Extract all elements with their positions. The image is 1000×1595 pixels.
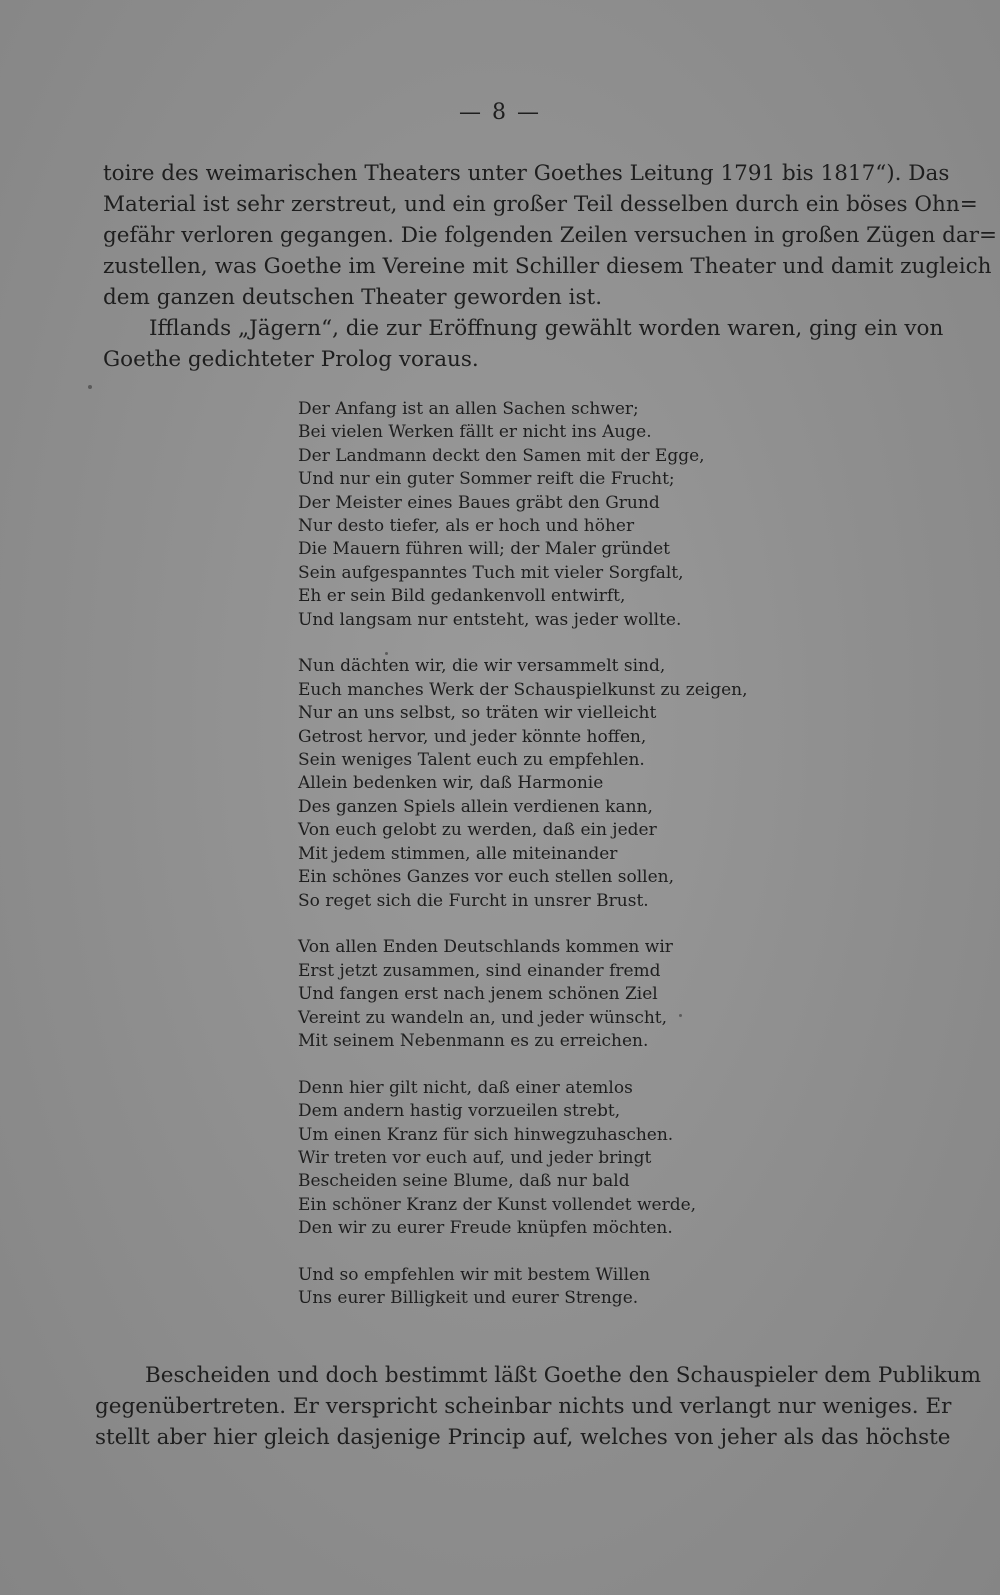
text-line: Material ist sehr zerstreut, und ein großer Teil desselben durch ein böses Ohn= bbox=[103, 192, 978, 217]
poem-line: Sein aufgespanntes Tuch mit vieler Sorgfalt, bbox=[298, 562, 684, 583]
poem-line: Dem andern hastig vorzueilen strebt, bbox=[298, 1101, 621, 1122]
poem-line: Von allen Enden Deutschlands kommen wir bbox=[298, 937, 673, 958]
poem-line: Sein weniges Talent euch zu empfehlen. bbox=[298, 750, 645, 771]
paper-speck bbox=[88, 385, 92, 389]
text-line: Bescheiden und doch bestimmt läßt Goethe den Schauspieler dem Publikum bbox=[145, 1363, 981, 1388]
poem-line: Mit seinem Nebenmann es zu erreichen. bbox=[298, 1030, 649, 1051]
poem-line: Bescheiden seine Blume, daß nur bald bbox=[298, 1171, 630, 1192]
poem-stanza bbox=[298, 398, 718, 632]
poem-line: Und fangen erst nach jenem schönen Ziel bbox=[298, 984, 658, 1005]
intro-paragraphs bbox=[103, 158, 998, 375]
poem-line: Der Landmann deckt den Samen mit der Egge, bbox=[298, 445, 705, 466]
poem-line: Nur an uns selbst, so träten wir vielleicht bbox=[298, 703, 657, 724]
poem-stanza bbox=[298, 936, 718, 1053]
poem-stanza bbox=[298, 1264, 718, 1311]
poem-line: Und langsam nur entsteht, was jeder wollte. bbox=[298, 609, 682, 630]
poem-line: Denn hier gilt nicht, daß einer atemlos bbox=[298, 1077, 633, 1098]
poem-line: Uns eurer Billigkeit und eurer Strenge. bbox=[298, 1288, 639, 1309]
poem-line: Eh er sein Bild gedankenvoll entwirft, bbox=[298, 586, 626, 607]
poem-stanza bbox=[298, 655, 748, 912]
poem-line: Die Mauern führen will; der Maler gründet bbox=[298, 539, 671, 560]
poem-line: Des ganzen Spiels allein verdienen kann, bbox=[298, 796, 653, 817]
closing-paragraph bbox=[95, 1360, 981, 1453]
poem-line: Den wir zu eurer Freude knüpfen möchten. bbox=[298, 1218, 673, 1239]
poem-line: Mit jedem stimmen, alle miteinander bbox=[298, 843, 618, 864]
poem-line: Getrost hervor, und jeder könnte hoffen, bbox=[298, 726, 647, 747]
poem-line: Der Anfang ist an allen Sachen schwer; bbox=[298, 399, 639, 419]
poem-line: Und so empfehlen wir mit bestem Willen bbox=[298, 1264, 651, 1285]
poem-line: Euch manches Werk der Schauspielkunst zu zeigen, bbox=[298, 679, 748, 700]
text-line: dem ganzen deutschen Theater geworden ist. bbox=[103, 285, 603, 310]
poem-line: So reget sich die Furcht in unsrer Brust. bbox=[298, 890, 649, 911]
poem-line: Vereint zu wandeln an, und jeder wünscht, bbox=[298, 1007, 668, 1028]
text-line: Goethe gedichteter Prolog voraus. bbox=[103, 347, 479, 372]
poem-line: Wir treten vor euch auf, und jeder bringt bbox=[298, 1147, 652, 1168]
poem-line: Allein bedenken wir, daß Harmonie bbox=[298, 773, 604, 794]
poem-line: Erst jetzt zusammen, sind einander fremd bbox=[298, 960, 661, 981]
text-line: Ifflands „Jägern“, die zur Eröffnung gewählt worden waren, ging ein von bbox=[149, 316, 944, 341]
text-line: zustellen, was Goethe im Vereine mit Schiller diesem Theater und damit zugleich bbox=[103, 254, 992, 279]
poem-line: Bei vielen Werken fällt er nicht ins Auge. bbox=[298, 422, 652, 443]
paper-speck bbox=[679, 1014, 682, 1017]
poem-stanza bbox=[298, 1077, 718, 1241]
text-line: stellt aber hier gleich dasjenige Princip auf, welches von jeher als das höchste bbox=[95, 1425, 951, 1450]
text-line: gegenübertreten. Er verspricht scheinbar nichts und verlangt nur weniges. Er bbox=[95, 1394, 952, 1419]
poem-line: Um einen Kranz für sich hinwegzuhaschen. bbox=[298, 1124, 674, 1145]
text-line: gefähr verloren gegangen. Die folgenden Zeilen versuchen in großen Zügen dar= bbox=[103, 223, 998, 248]
prologue-poem bbox=[298, 398, 748, 1334]
poem-line: Nun dächten wir, die wir versammelt sind, bbox=[298, 656, 666, 677]
poem-line: Ein schöner Kranz der Kunst vollendet werde, bbox=[298, 1194, 697, 1215]
poem-line: Von euch gelobt zu werden, daß ein jeder bbox=[298, 820, 657, 841]
page-number: — 8 — bbox=[459, 100, 541, 125]
poem-line: Und nur ein guter Sommer reift die Frucht; bbox=[298, 469, 675, 490]
paper-speck bbox=[385, 652, 388, 655]
poem-line: Nur desto tiefer, als er hoch und höher bbox=[298, 516, 635, 537]
poem-line: Der Meister eines Baues gräbt den Grund bbox=[298, 492, 660, 513]
poem-line: Ein schönes Ganzes vor euch stellen sollen, bbox=[298, 867, 674, 888]
text-line: toire des weimarischen Theaters unter Goethes Leitung 1791 bis 1817“). Das bbox=[103, 161, 950, 186]
